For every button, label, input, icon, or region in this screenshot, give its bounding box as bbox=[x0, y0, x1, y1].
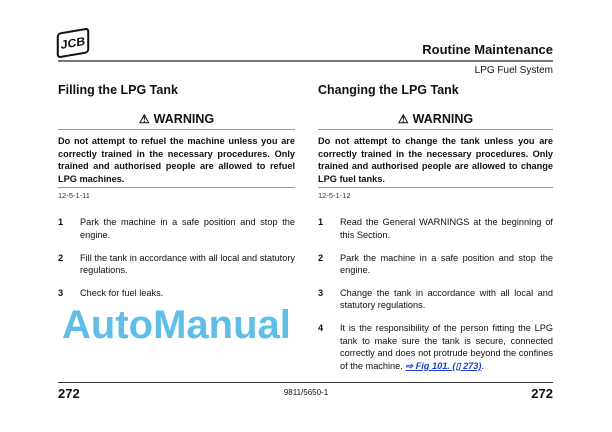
warning-label: WARNING bbox=[412, 112, 474, 126]
section-subtitle: LPG Fuel System bbox=[474, 65, 553, 76]
page-number-left: 272 bbox=[58, 386, 80, 401]
left-warning-text: Do not attempt to refuel the machine unless you are correctly trained in the necessary procedures. Only trained and authorised people are allowed to refuel LPG machines. bbox=[58, 135, 295, 188]
right-warning-text: Do not attempt to change the tank unless you are correctly trained in the necessary procedures. Only trained and authorised people are allowed to change LPG fuel tanks. bbox=[318, 135, 553, 188]
step-text: Park the machine in a safe position and stop the engine. bbox=[340, 252, 553, 276]
warning-triangle-icon: ⚠ bbox=[397, 112, 409, 126]
watermark: AutoManual bbox=[62, 303, 291, 347]
right-heading: Changing the LPG Tank bbox=[318, 83, 459, 97]
step-text: Change the tank in accordance with all local and statutory regulations. bbox=[340, 287, 553, 311]
step-number: 4 bbox=[318, 322, 324, 333]
step-number: 2 bbox=[318, 252, 324, 263]
step-text bbox=[340, 322, 553, 372]
step bbox=[318, 322, 553, 372]
left-warning-header bbox=[58, 112, 295, 130]
step-text: Read the General WARNINGS at the beginning of this Section. bbox=[340, 217, 553, 240]
warning-label: WARNING bbox=[153, 112, 215, 126]
left-column bbox=[58, 83, 295, 299]
step-number: 3 bbox=[318, 287, 324, 298]
right-ref-code: 12-5-1-12 bbox=[318, 191, 351, 201]
step-text: Park the machine in a safe position and stop the engine. bbox=[80, 217, 295, 240]
right-warning-header bbox=[318, 112, 553, 130]
step bbox=[318, 287, 553, 312]
step bbox=[58, 252, 295, 277]
step-text: Check for fuel leaks. bbox=[80, 287, 164, 298]
step-number: 2 bbox=[58, 252, 64, 263]
step-end: . bbox=[481, 360, 485, 371]
footer-divider bbox=[58, 382, 553, 383]
step bbox=[58, 287, 295, 300]
step bbox=[58, 216, 295, 241]
step-number: 1 bbox=[318, 217, 324, 228]
right-column bbox=[318, 83, 553, 372]
document-number: 9811/5650-1 bbox=[283, 388, 329, 397]
step-text: Fill the tank in accordance with all local and statutory regulations. bbox=[80, 252, 295, 276]
step bbox=[318, 216, 553, 241]
header-divider bbox=[58, 60, 553, 62]
jcb-logo: JCB bbox=[57, 27, 89, 58]
figure-link[interactable]: ⇨ Fig 101. (▯ 273) bbox=[405, 360, 482, 371]
step-body: It is the responsibility of the person fitting the LPG tank to make sure the tank is secure, connected correctly and does not protrude beyond the confines of the machine. bbox=[340, 322, 553, 371]
left-heading: Filling the LPG Tank bbox=[58, 83, 178, 97]
left-ref-code: 12-5-1-11 bbox=[58, 191, 90, 201]
step-number: 1 bbox=[58, 217, 64, 228]
warning-triangle-icon: ⚠ bbox=[138, 112, 150, 126]
section-title: Routine Maintenance bbox=[422, 42, 553, 57]
step-number: 3 bbox=[58, 287, 64, 298]
page-number-right: 272 bbox=[531, 386, 553, 401]
step bbox=[318, 252, 553, 277]
